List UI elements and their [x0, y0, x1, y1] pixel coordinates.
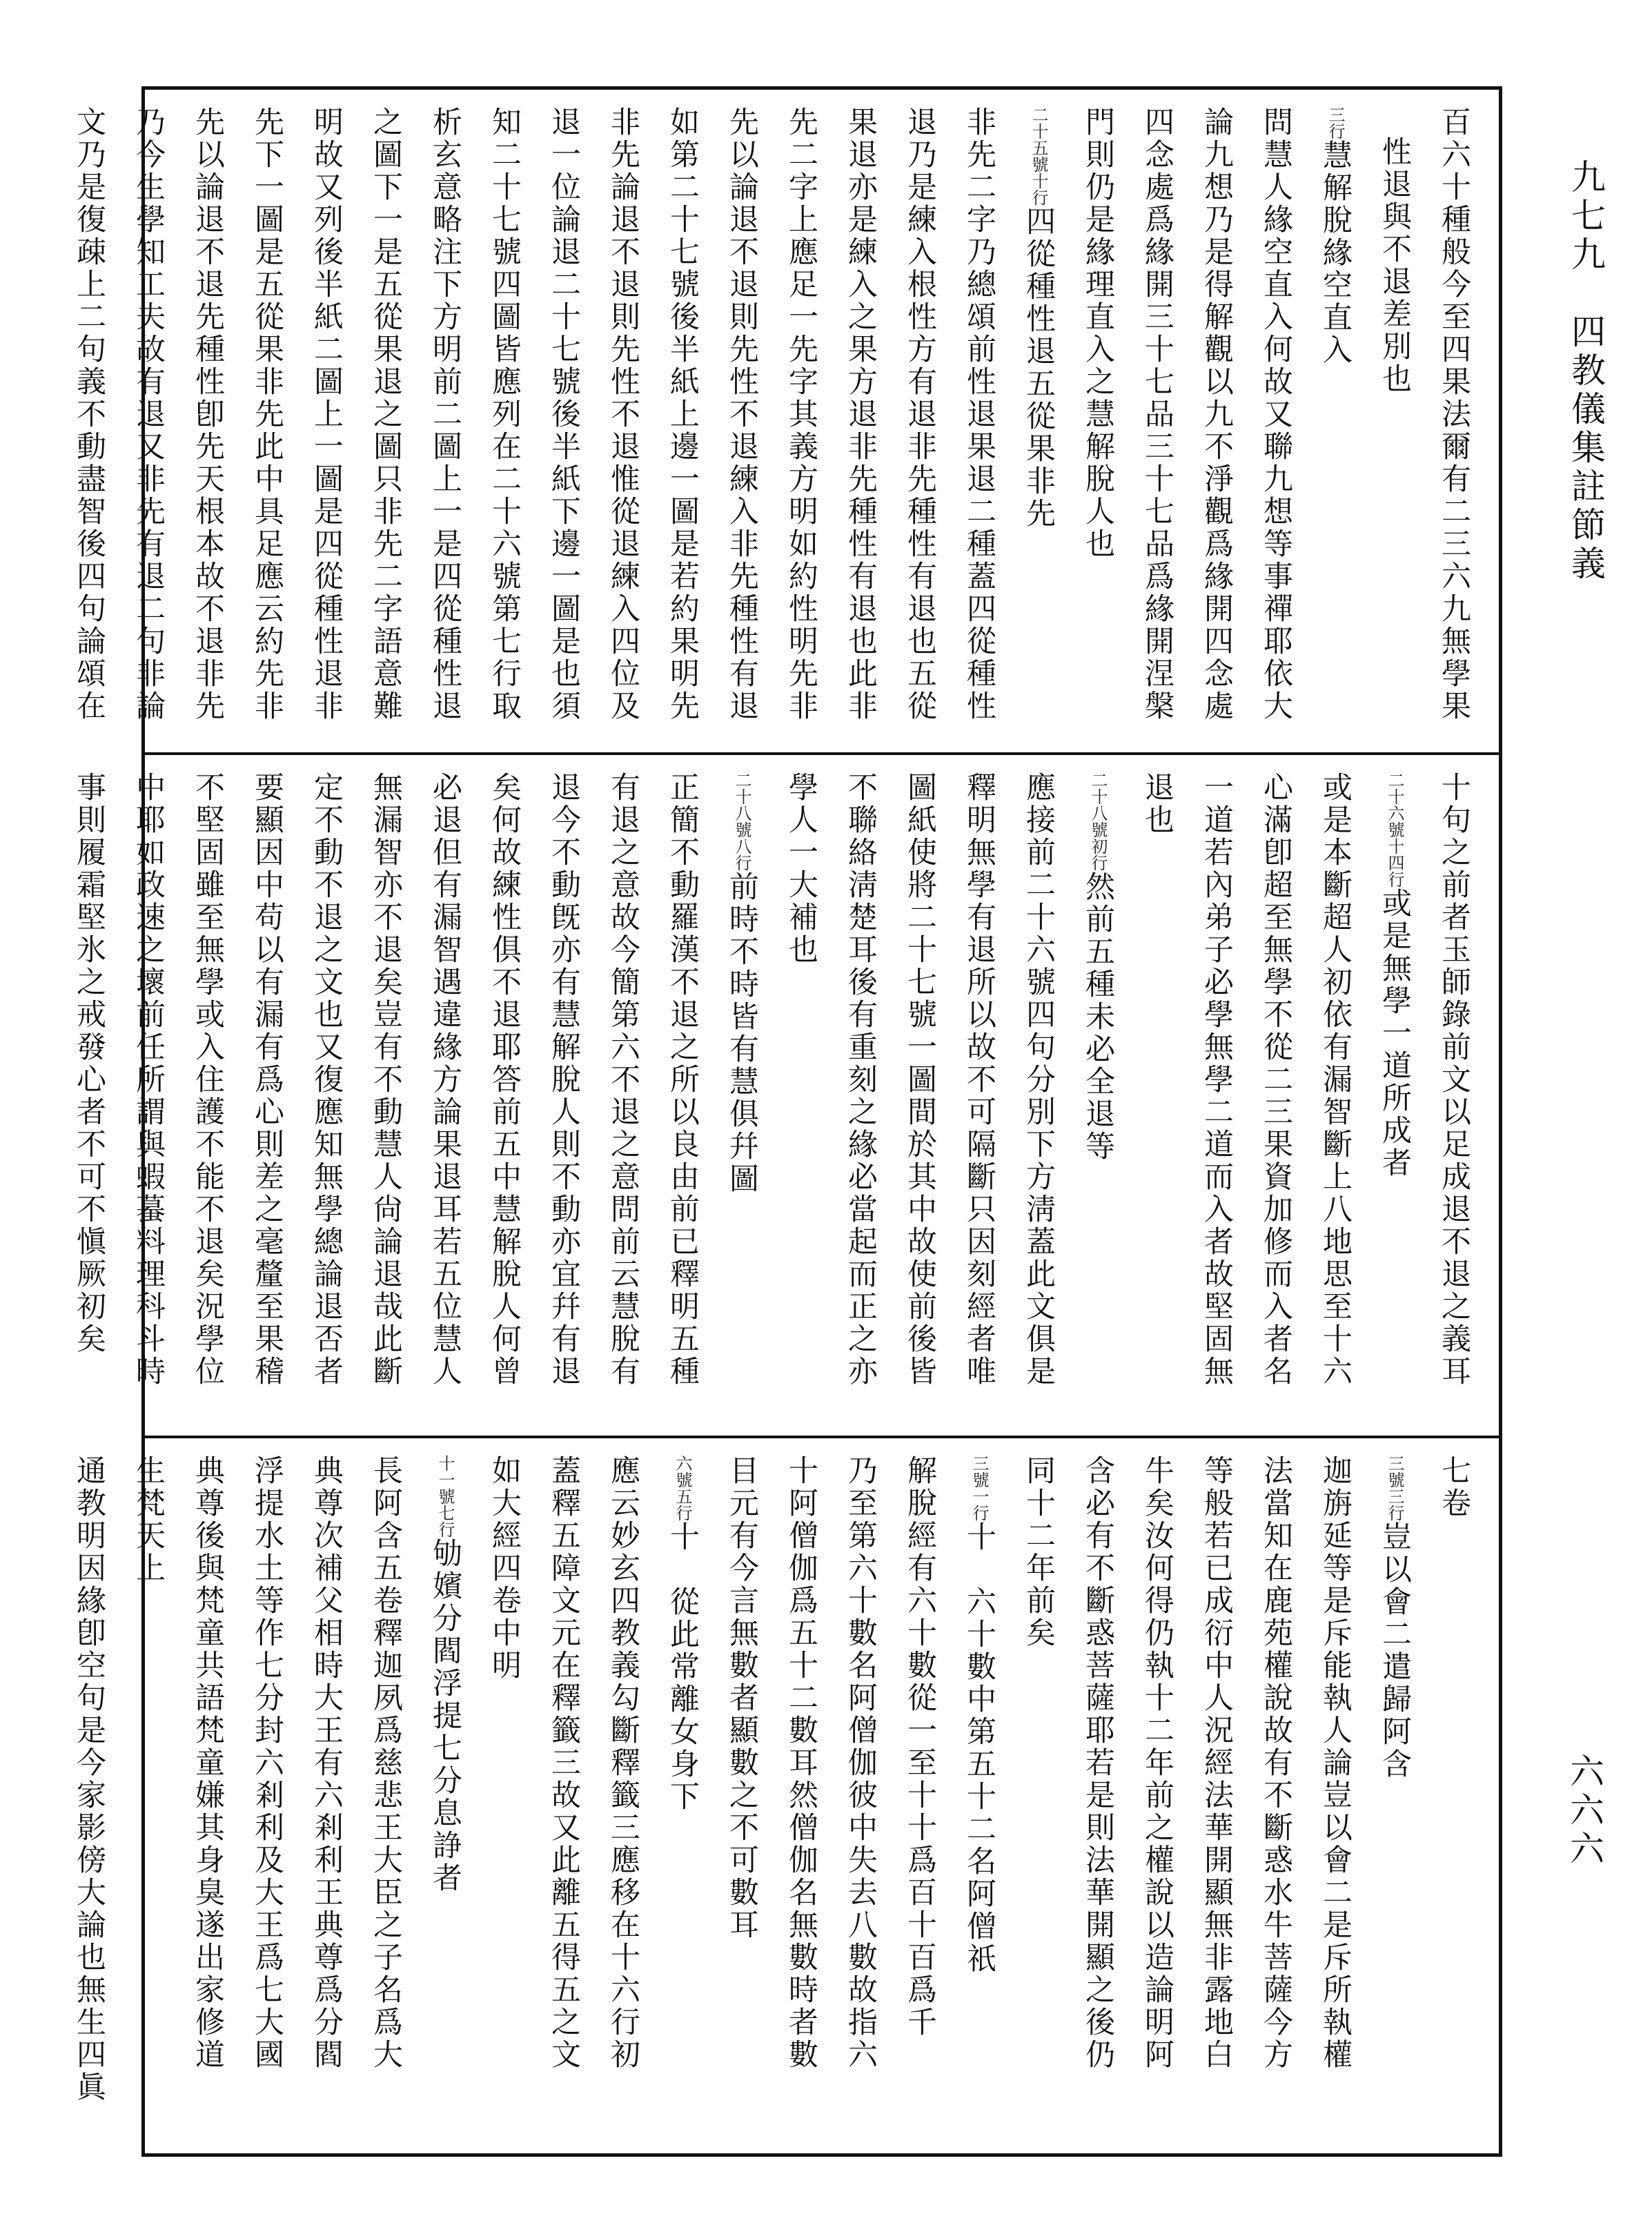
text-column — [890, 1455, 950, 2137]
column-text: 法當知在鹿苑權說故有不斷惑水牛菩薩今方 — [1259, 1455, 1293, 2071]
column-text: 先二字上應足一先字其義方明如約性明先非 — [784, 106, 818, 723]
text-column — [237, 106, 297, 736]
text-column — [59, 1455, 119, 2137]
text-column — [831, 1455, 890, 2137]
column-text: 目元有今言無數者顯數之不可數耳 — [725, 1455, 759, 1941]
text-column — [1128, 106, 1187, 736]
text-column — [653, 106, 712, 736]
line-reference-marker: 三行 — [1326, 106, 1345, 139]
column-text: 浮提水土等作七分封六剎利及大王爲七大國 — [250, 1455, 284, 2071]
text-column — [1068, 1455, 1128, 2137]
column-text: 退也 — [1140, 772, 1174, 836]
column-text: 必退但有漏智遇違緣方論果退耳若五位慧人 — [428, 772, 462, 1388]
column-text: 心滿卽超至無學不從二三果資加修而入者名 — [1259, 772, 1293, 1388]
text-column — [1424, 772, 1484, 1419]
column-text: 如大經四卷中明 — [487, 1455, 522, 1682]
column-text: 要顯因中苟以有漏有爲心則差之毫釐至果稽 — [250, 772, 284, 1388]
register-top — [72, 90, 1499, 752]
text-column — [712, 106, 771, 736]
running-title: 九七九 四教儀集註節義 — [1566, 159, 1606, 584]
text-column — [534, 106, 593, 736]
column-text: 解脫經有六十數從一至十十爲百十百爲千 — [903, 1455, 937, 2039]
text-column — [237, 1455, 297, 2137]
column-text: 先下一圖是五從果非先此中具足應云約先非 — [250, 106, 284, 723]
column-text: 文乃是復疎上二句義不動盡智後四句論頌在 — [72, 106, 106, 723]
text-frame — [72, 86, 1502, 2157]
text-column — [950, 106, 1009, 736]
column-text: 先以論退不退則先性不退練入非先種性有退 — [725, 106, 759, 723]
text-column — [1128, 772, 1187, 1419]
column-text: 性退與不退差別也 — [1377, 136, 1412, 395]
text-column — [178, 106, 237, 736]
text-column — [1424, 1455, 1484, 2137]
column-text: 先以論退不退先種性卽先天根本故不退非先 — [190, 106, 225, 723]
column-text: 一道若內弟子必學無學二道而入者故堅固無 — [1199, 772, 1234, 1388]
column-text: 不聯絡淸楚耳後有重刻之緣必當起而正之亦 — [843, 772, 878, 1388]
text-column — [1306, 772, 1365, 1419]
text-column — [356, 106, 415, 736]
column-text: 長阿含五卷釋迦夙爲慈悲王大臣之子名爲大 — [368, 1455, 403, 2071]
column-text: 退乃是練入根性方有退非先種性有退也五從 — [903, 106, 937, 723]
register-bottom — [72, 1436, 1499, 2153]
line-reference-marker: 三號三行 — [1385, 1455, 1404, 1521]
column-text: 十 從此常離女身下 — [665, 1521, 700, 1813]
column-text: 事則履霜堅氷之戒發心者不可不愼厥初矣 — [72, 772, 106, 1355]
column-text: 無漏智亦不退矣豈有不動慧人尙論退哉此斷 — [368, 772, 403, 1388]
text-column — [475, 1455, 534, 2137]
column-text: 論九想乃是得解觀以九不淨觀爲緣開四念處 — [1199, 106, 1234, 723]
text-column — [1365, 1455, 1424, 2137]
text-column — [890, 772, 950, 1419]
text-column — [831, 772, 890, 1419]
text-column — [119, 772, 178, 1419]
text-column — [771, 106, 831, 736]
text-column — [712, 772, 771, 1419]
line-reference-marker: 二十五號十行 — [1029, 106, 1048, 206]
column-text: 矣何故練性俱不退耶答前五中慧解脫人何曾 — [487, 772, 522, 1388]
text-column — [475, 772, 534, 1419]
text-column — [653, 772, 712, 1419]
columns-top — [72, 106, 1484, 736]
column-text: 通教明因緣卽空句是今家影傍大論也無生四眞 — [72, 1455, 106, 2104]
text-column — [119, 1455, 178, 2137]
column-text: 十 六十數中第五十二名阿僧祇 — [962, 1521, 996, 1975]
text-column — [653, 1455, 712, 2137]
text-column — [1246, 106, 1306, 736]
text-column — [1306, 1455, 1365, 2137]
text-column — [1068, 106, 1128, 736]
text-column — [297, 106, 356, 736]
text-column — [1128, 1455, 1187, 2137]
column-text: 不堅固雖至無學或入住護不能不退矣況學位 — [190, 772, 225, 1388]
text-column — [415, 772, 475, 1419]
column-text: 析玄意略注下方明前二圖上一是四從種性退 — [428, 106, 462, 723]
column-text: 十阿僧伽爲五十二數耳然僧伽名無數時者數 — [784, 1455, 818, 2071]
text-column — [178, 772, 237, 1419]
line-reference-marker: 三號一行 — [970, 1455, 989, 1521]
text-column — [1365, 106, 1424, 736]
text-column — [1187, 772, 1246, 1419]
column-text: 正簡不動羅漢不退之所以良由前已釋明五種 — [665, 772, 700, 1388]
column-text: 百六十種般今至四果法爾有二三六九無學果 — [1437, 106, 1471, 723]
column-text: 中耶如政速之壞前任所謂與蝦蟇料理科斗時 — [131, 772, 166, 1388]
column-text: 蓋釋五障文元在釋籤三故又此離五得五之文 — [547, 1455, 581, 2071]
text-column — [1187, 106, 1246, 736]
column-text: 明故又列後半紙二圖上一圖是四從種性退非 — [309, 106, 344, 723]
text-column — [831, 106, 890, 736]
page-number: 六六六 — [1564, 1753, 1604, 1869]
text-column — [1246, 772, 1306, 1419]
text-column — [534, 772, 593, 1419]
columns-bottom — [72, 1455, 1484, 2137]
text-column — [890, 106, 950, 736]
line-reference-marker: 十一號七行 — [435, 1455, 455, 1538]
column-text: 典尊次補父相時大王有六剎利王典尊爲分閻 — [309, 1455, 344, 2071]
text-column — [59, 772, 119, 1419]
text-column — [475, 106, 534, 736]
column-text: 有退之意故今簡第六不退之意問前云慧脫有 — [606, 772, 640, 1388]
column-text: 乃今生學知工夫故有退又非先有退二句非論 — [131, 106, 166, 723]
line-reference-marker: 二十八號初行 — [1088, 772, 1108, 871]
column-text: 七卷 — [1437, 1455, 1471, 1520]
column-text: 應接前二十六號四句分別下方淸蓋此文俱是 — [1021, 772, 1056, 1388]
line-reference-marker: 二十六號十四行 — [1385, 772, 1404, 888]
column-text: 四從種性退五從果非先 — [1021, 206, 1056, 530]
column-text: 如第二十七號後半紙上邊一圖是若約果明先 — [665, 106, 700, 723]
text-column — [297, 1455, 356, 2137]
text-column — [415, 1455, 475, 2137]
text-column — [950, 772, 1009, 1419]
column-text: 應云妙玄四教義勾斷釋籤三應移在十六行初 — [606, 1455, 640, 2071]
column-text: 非先二字乃總頌前性退果退二種蓋四從種性 — [962, 106, 996, 723]
text-column — [771, 1455, 831, 2137]
column-text: 牛矣汝何得仍執十二年前之權說以造論明阿 — [1140, 1455, 1174, 2071]
column-text: 圖紙使將二十七號一圖間於其中故使前後皆 — [903, 772, 937, 1388]
column-text: 退今不動旣亦有慧解脫人則不動亦宜幷有退 — [547, 772, 581, 1388]
text-column — [534, 1455, 593, 2137]
register-middle — [72, 752, 1499, 1436]
text-column — [415, 106, 475, 736]
text-column — [1306, 106, 1365, 736]
column-text: 十句之前者玉師錄前文以足成退不退之義耳 — [1437, 772, 1471, 1388]
text-column — [712, 1455, 771, 2137]
text-column — [1009, 772, 1068, 1419]
column-text: 前時不時皆有慧俱幷圖 — [725, 871, 759, 1195]
column-text: 含必有不斷惑菩薩耶若是則法華開顯之後仍 — [1081, 1455, 1115, 2071]
columns-middle — [72, 772, 1484, 1419]
text-column — [1187, 1455, 1246, 2137]
text-column — [593, 772, 653, 1419]
column-text: 迦旃延等是斥能執人論豈以會二是斥所執權 — [1318, 1455, 1353, 2071]
column-text: 慧解脫緣空直入 — [1318, 139, 1353, 366]
column-text: 典尊後與梵童共語梵童嫌其身臭遂出家修道 — [190, 1455, 225, 2071]
text-column — [1424, 106, 1484, 736]
column-text: 非先論退不退則先性不退惟從退練入四位及 — [606, 106, 640, 723]
column-text: 問慧人緣空直入何故又聯九想等事禪耶依大 — [1259, 106, 1293, 723]
column-text: 等般若已成衍中人況經法華開顯無非露地白 — [1199, 1455, 1234, 2071]
column-text: 之圖下一是五從果退之圖只非先二字語意難 — [368, 106, 403, 723]
column-text: 釋明無學有退所以故不可隔斷只因刻經者唯 — [962, 772, 996, 1388]
column-text: 學人一大補也 — [784, 772, 818, 966]
text-column — [237, 772, 297, 1419]
text-column — [356, 772, 415, 1419]
column-text: 定不動不退之文也又復應知無學總論退否者 — [309, 772, 344, 1388]
text-column — [593, 1455, 653, 2137]
text-column — [771, 772, 831, 1419]
column-text: 或是無學一道所成者 — [1377, 888, 1412, 1179]
column-text: 果退亦是練入之果方退非先種性有退也此非 — [843, 106, 878, 723]
column-text: 乃至第六十數名阿僧伽彼中失去八數故指六 — [843, 1455, 878, 2071]
text-column — [297, 772, 356, 1419]
column-text: 知二十七號四圖皆應列在二十六號第七行取 — [487, 106, 522, 723]
text-column — [950, 1455, 1009, 2137]
column-text: 或是本斷超人初依有漏智斷上八地思至十六 — [1318, 772, 1353, 1388]
column-text: 四念處爲緣開三十七品三十七品爲緣開涅槃 — [1140, 106, 1174, 723]
text-column — [356, 1455, 415, 2137]
text-column — [119, 106, 178, 736]
line-reference-marker: 二十八號八行 — [732, 772, 751, 871]
text-column — [1009, 1455, 1068, 2137]
column-text: 生梵天上 — [131, 1455, 166, 1585]
column-text: 豈以會二遣歸阿含 — [1377, 1521, 1412, 1781]
column-text: 然前五種未必全退等 — [1081, 871, 1115, 1163]
text-column — [178, 1455, 237, 2137]
text-column — [59, 106, 119, 736]
text-column — [1068, 772, 1128, 1419]
column-text: 劬嬪分閻浮提七分息諍者 — [428, 1538, 462, 1895]
text-column — [1365, 772, 1424, 1419]
text-column — [593, 106, 653, 736]
text-column — [1246, 1455, 1306, 2137]
column-text: 退一位論退二十七號後半紙下邊一圖是也須 — [547, 106, 581, 723]
line-reference-marker: 六號五行 — [673, 1455, 692, 1521]
column-text: 門則仍是緣理直入之慧解脫人也 — [1081, 106, 1115, 560]
column-text: 同十二年前矣 — [1021, 1455, 1056, 1649]
text-column — [1009, 106, 1068, 736]
